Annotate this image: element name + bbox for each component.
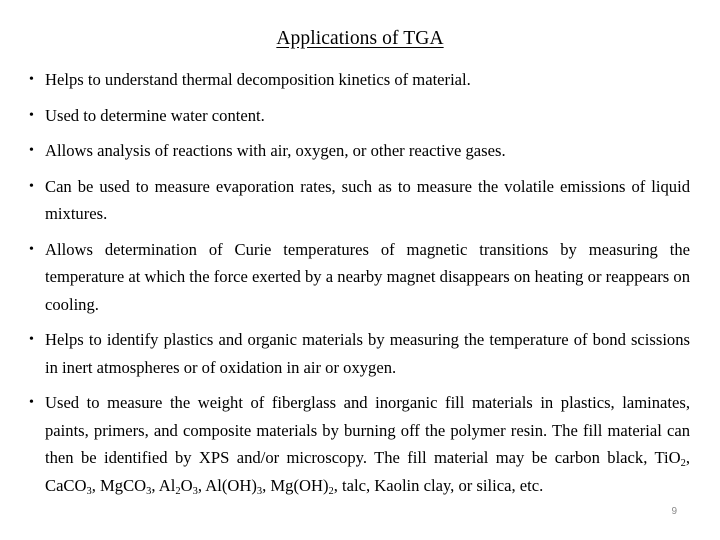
formula-part: CaCO	[45, 475, 87, 495]
bullet-text-end: , talc, Kaolin clay, or silica, etc.	[333, 475, 544, 495]
bullet-icon: •	[29, 178, 34, 194]
separator: ,	[91, 475, 101, 495]
formula-al2o3	[159, 476, 198, 495]
formula-part: MgCO	[100, 475, 147, 495]
formula-subscript: 3	[86, 485, 92, 497]
formula-mgoh2	[270, 476, 333, 495]
bullet-item	[26, 389, 690, 499]
separator: ,	[685, 448, 690, 467]
bullet-text-main: Used to measure the weight of fiberglass and inorganic fill materials in plastics, laminates, paints, primers, and composite materials by burning off the polymer resin. The fill material can then be identified by XPS and/or microscopy. The fill material may be carbon black,	[45, 393, 690, 467]
formula-subscript: 3	[256, 485, 263, 497]
bullet-item	[26, 137, 690, 165]
formula-subscript: 3	[192, 485, 198, 497]
slide-title: Applications of TGA	[276, 28, 444, 49]
page-number: 9	[671, 506, 677, 517]
separator: ,	[197, 475, 206, 495]
formula-subscript: 2	[680, 458, 686, 469]
formula-caco3	[45, 476, 92, 495]
formula-aloh3	[205, 476, 262, 495]
formula-part: TiO	[654, 448, 681, 467]
bullet-item	[26, 326, 690, 381]
bullet-text: Can be used to measure evaporation rates, such as to measure the volatile emissions of liquid mixtures.	[45, 176, 690, 223]
bullet-icon: •	[29, 332, 34, 347]
formula-part: Al(OH)	[205, 475, 257, 495]
bullet-item	[26, 173, 690, 228]
bullet-icon: •	[29, 395, 34, 410]
formula-part: Mg(OH)	[270, 475, 329, 495]
bullet-icon: •	[29, 72, 34, 87]
bullet-item	[26, 102, 690, 130]
bullet-list	[26, 66, 690, 499]
bullet-item	[26, 236, 690, 319]
separator: ,	[262, 475, 271, 495]
bullet-item	[26, 66, 690, 94]
formula-subscript: 2	[328, 485, 334, 497]
bullet-icon: •	[29, 143, 34, 158]
bullet-icon: •	[29, 241, 34, 257]
formula-part: O	[180, 475, 193, 495]
bullet-text: Used to determine water content.	[45, 105, 265, 125]
separator: ,	[151, 475, 159, 495]
bullet-text: Allows analysis of reactions with air, oxygen, or other reactive gases.	[45, 141, 506, 160]
formula-subscript: 3	[146, 485, 152, 497]
bullet-text	[45, 389, 690, 499]
formula-mgco3	[100, 476, 151, 495]
formula-tio2	[654, 448, 685, 467]
bullet-text: Allows determination of Curie temperatures of magnetic transitions by measuring the temperature at which the force exerted by a nearby magnet disappears on heating or reappears on cooling.	[45, 239, 690, 314]
formula-part: Al	[158, 475, 176, 495]
formula-subscript: 2	[175, 485, 181, 497]
bullet-icon: •	[29, 107, 34, 123]
bullet-text: Helps to understand thermal decomposition kinetics of material.	[45, 70, 471, 89]
bullet-text: Helps to identify plastics and organic materials by measuring the temperature of bond scissions in inert atmospheres or of oxidation in air or oxygen.	[45, 330, 690, 377]
